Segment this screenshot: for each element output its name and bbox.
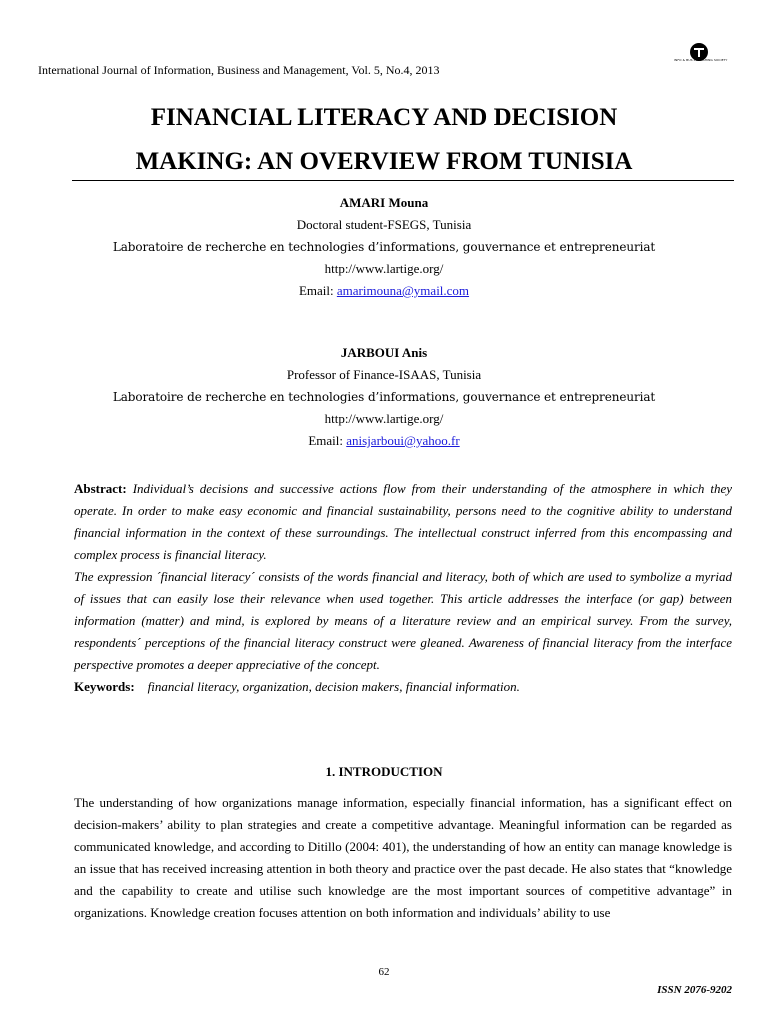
journal-header: International Journal of Information, Business and Management, Vol. 5, No.4, 2013 [38, 63, 440, 77]
keywords-label: Keywords: [74, 679, 135, 694]
abstract-text-1: Individual’s decisions and successive actions flow from their understanding of the atmosphere in which they operate. In order to make easy economic and financial sustainability, persons need to the cognitive ability to understand financial information in the context of these surroundings. The intellectual construct inferred from this encompassing and complex process is financial literacy. [74, 481, 733, 562]
author-name: AMARI Mouna [339, 195, 429, 210]
keywords-text: financial literacy, organization, decision makers, financial information. [147, 679, 520, 694]
title-line-1: FINANCIAL LITERACY AND DECISION [150, 104, 618, 131]
title-divider [72, 180, 734, 181]
author-email-line [40, 280, 728, 302]
journal-logo-icon [686, 42, 712, 68]
title-line-2: MAKING: AN OVERVIEW FROM TUNISIA [135, 148, 633, 175]
email-label: Email: [308, 433, 347, 448]
abstract-paragraph-2: The expression ´financial literacy´ consists of the words financial and literacy, both of which are used to symbolize a myriad of issues that can easily lose their relevance when used together. This article addresses the interface (or gap) between information (matter) and mind, is explored by means of a literature review and an empirical survey. From the survey, respondents´ perceptions of the financial literacy construct were gleaned. Awareness of financial literacy from the interface perspective promotes a deeper appreciative of the concept. [74, 569, 732, 672]
section-heading: 1. INTRODUCTION [325, 764, 443, 779]
author-website: http://www.lartige.org/ [324, 261, 444, 276]
introduction-body: The understanding of how organizations manage information, especially financial information, has a significant effect on decision-makers’ ability to plan strategies and create a competitive advantage. Meaningful information can be regarded as communicated knowledge, and according to Ditillo (2004: 401), the understanding of how an entity can manage knowledge is an issue that has received increasing attention in both theory and practice over the past decade. He also states that “knowledge and the capability to create and utilise such knowledge are the most important sources of competitive advantage” in organizations. Knowledge creation focuses attention on both information and individuals’ ability to use [74, 795, 732, 920]
author-website: http://www.lartige.org/ [324, 411, 444, 426]
author-block-2 [40, 342, 728, 452]
author-email-link[interactable]: anisjarboui@yahoo.fr [346, 433, 460, 448]
author-email-line [40, 430, 728, 452]
author-lab: Laboratoire de recherche en technologies d’informations, gouvernance et entrepreneuriat [112, 240, 656, 254]
author-name: JARBOUI Anis [340, 345, 428, 360]
author-lab: Laboratoire de recherche en technologies d’informations, gouvernance et entrepreneuriat [112, 390, 656, 404]
abstract [74, 478, 732, 698]
page-number: 62 [378, 966, 390, 978]
author-position: Doctoral student-FSEGS, Tunisia [296, 217, 472, 232]
author-position: Professor of Finance-ISAAS, Tunisia [286, 367, 482, 382]
author-block-1 [40, 192, 728, 302]
abstract-paragraph-1 [74, 478, 732, 566]
abstract-label: Abstract: [74, 481, 127, 496]
author-email-link[interactable]: amarimouna@ymail.com [336, 283, 470, 298]
email-label: Email: [298, 283, 337, 298]
issn-label: ISSN 2076-9202 [657, 984, 732, 996]
logo-caption: INFO & BUS PUBLISHING SOCIETY [674, 58, 728, 62]
keywords-line [74, 676, 732, 698]
paper-title [40, 96, 728, 184]
